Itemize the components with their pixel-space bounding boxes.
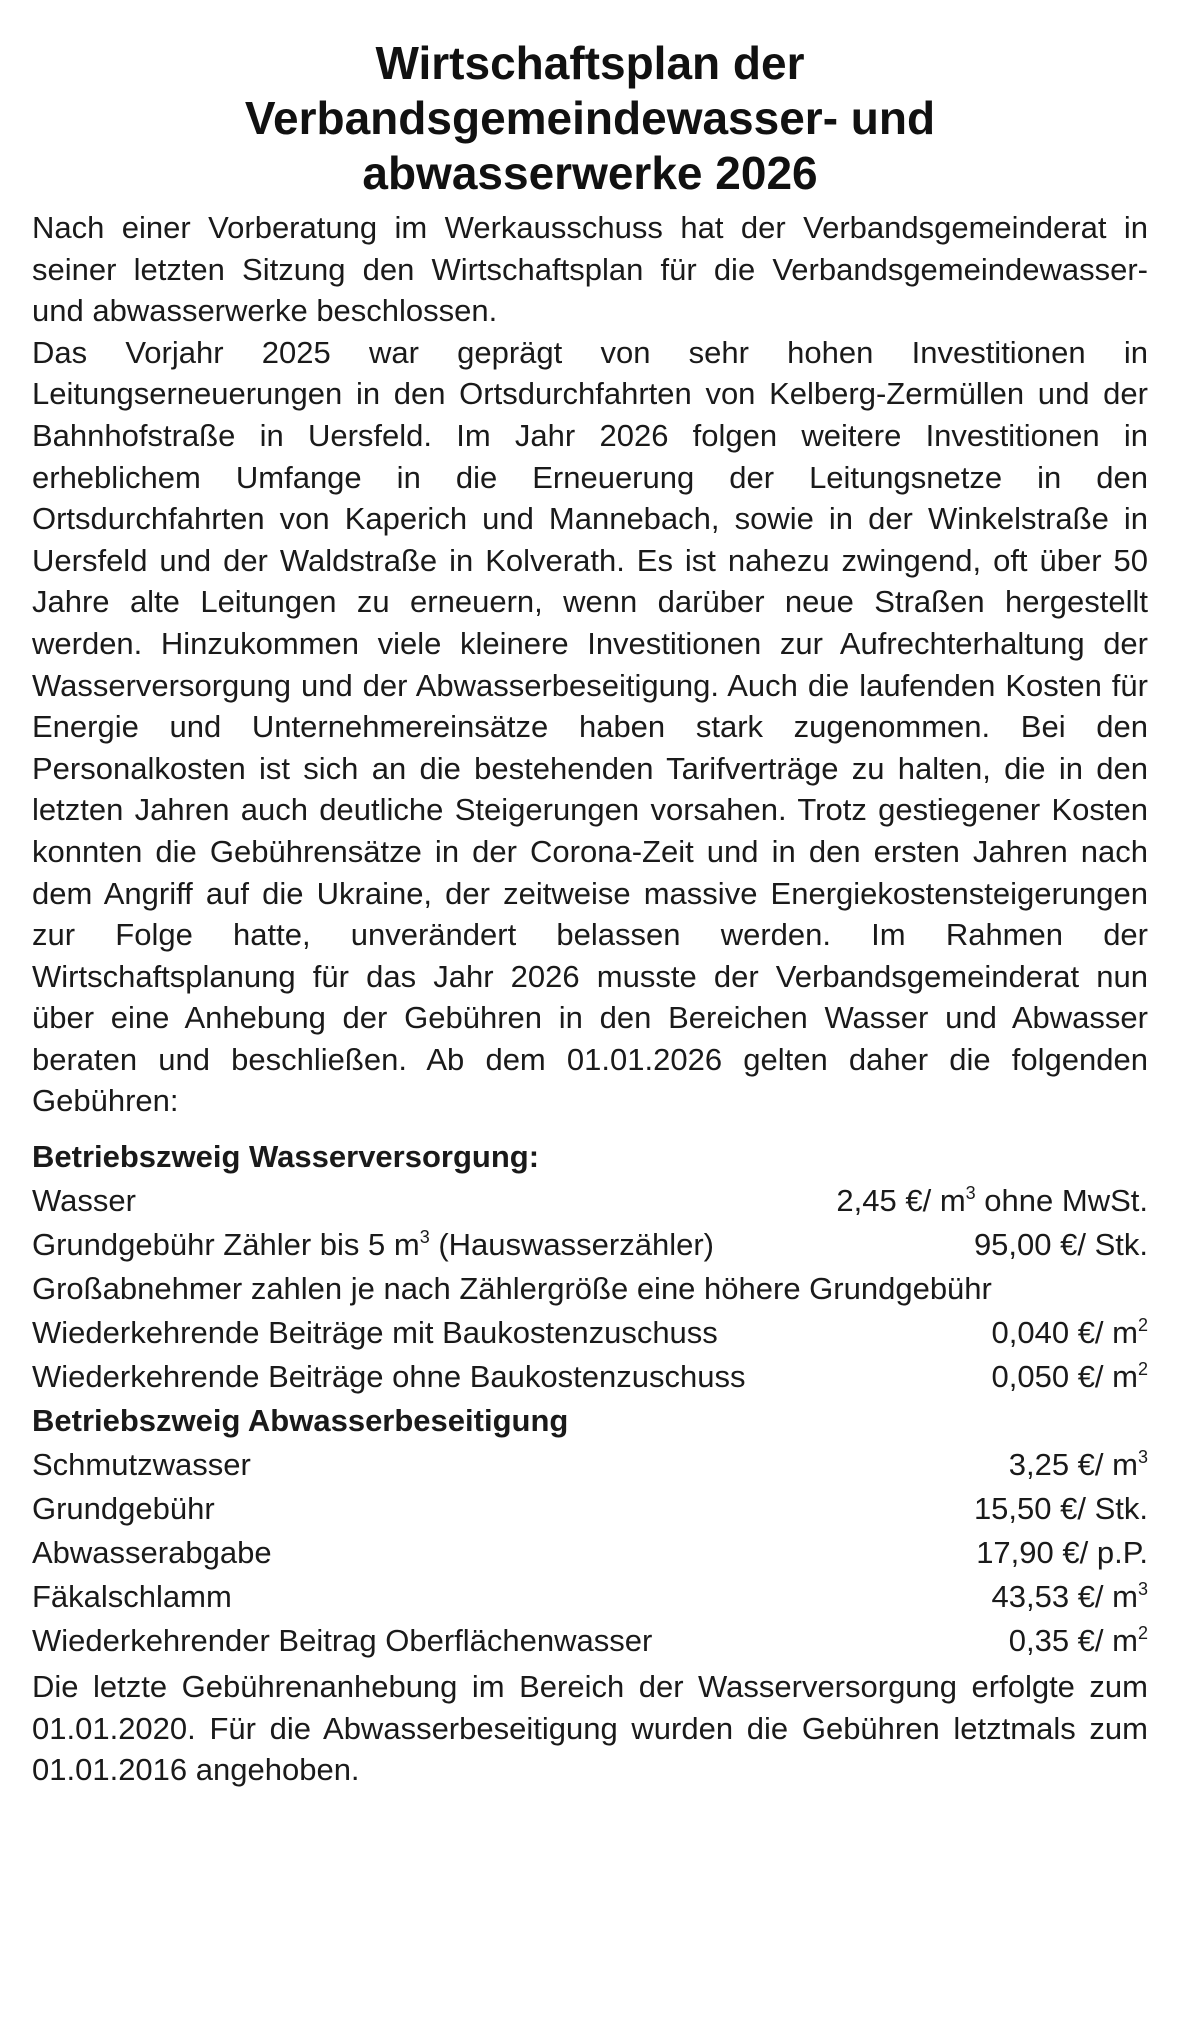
fee-row-wastewater-levy <box>32 1532 1148 1574</box>
fee-row-base-fee-meter <box>32 1224 1148 1266</box>
fee-row-surface-water <box>32 1620 1148 1662</box>
fee-row-recurring-with-subsidy <box>32 1312 1148 1354</box>
fee-row-fecal-sludge <box>32 1576 1148 1618</box>
large-customer-note: Großabnehmer zahlen je nach Zählergröße eine höhere Grundgebühr <box>32 1271 992 1307</box>
fee-label: Wasser <box>32 1183 136 1219</box>
fee-label: Wiederkehrende Beiträge mit Baukostenzuschuss <box>32 1315 718 1351</box>
fee-value: 3,25 €/ $m^3$ <box>1008 1447 1148 1483</box>
fee-value: 0,050 €/ $m^2$ <box>991 1359 1148 1395</box>
fee-label: Fäkalschlamm <box>32 1579 232 1615</box>
wastewater-section-heading: Betriebszweig Abwasserbeseitigung <box>32 1403 569 1439</box>
fee-value: 0,040 €/ $m^2$ <box>991 1315 1148 1351</box>
water-section-heading: Betriebszweig Wasserversorgung: <box>32 1139 540 1175</box>
fee-value: 95,00 €/ Stk. <box>973 1227 1148 1263</box>
article-title <box>32 36 1148 201</box>
title-line: Verbandsgemeindewasser- und <box>244 92 936 144</box>
fee-label: Abwasserabgabe <box>32 1535 272 1571</box>
intro-paragraph: Nach einer Vorberatung im Werkausschuss hat der Verbandsgemeinderat in seiner letzten Sitzung den Wirtschaftsplan für die Verbandsgemeindewasser- und abwasserwerke beschlossen. <box>32 210 1148 329</box>
fee-label: Schmutzwasser <box>32 1447 251 1483</box>
fee-label: Grundgebühr <box>32 1491 215 1527</box>
fee-value: 2,45 €/ $m^3$ ohne MwSt. <box>836 1183 1148 1219</box>
fee-value: 0,35 €/ $m^2$ <box>1008 1623 1148 1659</box>
title-line: abwasserwerke 2026 <box>362 147 818 199</box>
fee-label: Grundgebühr Zähler bis 5 $m^3$ (Hauswasserzähler) <box>32 1227 714 1263</box>
closing-paragraph: Die letzte Gebührenanhebung im Bereich der Wasserversorgung erfolgte zum 01.01.2020. Für die Abwasserbeseitigung wurden die Gebühren letztmals zum 01.01.2016 angehoben. <box>32 1669 1148 1788</box>
fee-row-recurring-without-subsidy <box>32 1356 1148 1398</box>
fee-row-water <box>32 1180 1148 1222</box>
fee-label: Wiederkehrender Beitrag Oberflächenwasser <box>32 1623 653 1659</box>
main-paragraph: Das Vorjahr 2025 war geprägt von sehr hohen Investitionen in Leitungserneuerungen in den Ortsdurchfahrten von Kelberg-Zermüllen und der Bahnhofstraße in Uersfeld. Im Jahr 2026 folgen weitere Investitionen in erheblichem Umfange in die Erneuerung der Leitungsnetze in den Ortsdurchfahrten von Kaperich und Mannebach, sowie in der Winkelstraße in Uersfeld und der Waldstraße in Kolverath. Es ist nahezu zwingend, oft über 50 Jahre alte Leitungen zu erneuern, wenn darüber neue Straßen hergestellt werden. Hinzukommen viele kleinere Investitionen zur Aufrechterhaltung der Wasserversorgung und der Abwasserbeseitigung. Auch die laufenden Kosten für Energie und Unternehmereinsätze haben stark zugenommen. Bei den Personalkosten ist sich an die bestehenden Tarifverträge zu halten, die in den letzten Jahren auch deutliche Steigerungen vorsahen. Trotz gestiegener Kosten konnten die Gebührensätze in der Corona-Zeit und in den ersten Jahren nach dem Angriff auf die Ukraine, der zeitweise massive Energiekostensteigerungen zur Folge hatte, unverändert belassen werden. Im Rahmen der Wirtschaftsplanung für das Jahr 2026 musste der Verbandsgemeinderat nun über eine Anhebung der Gebühren in den Bereichen Wasser und Abwasser beraten und beschließen. Ab dem 01.01.2026 gelten daher die folgenden Gebühren: <box>32 334 1148 1119</box>
fee-label: Wiederkehrende Beiträge ohne Baukostenzuschuss <box>32 1359 746 1395</box>
fee-row-sewage <box>32 1444 1148 1486</box>
fee-row-base-fee <box>32 1488 1148 1530</box>
fee-value: 17,90 €/ p.P. <box>976 1535 1148 1571</box>
title-line: Wirtschaftsplan der <box>375 37 805 89</box>
fee-value: 15,50 €/ Stk. <box>973 1491 1148 1527</box>
article <box>32 36 1148 1791</box>
fee-value: 43,53 €/ $m^3$ <box>991 1579 1148 1615</box>
